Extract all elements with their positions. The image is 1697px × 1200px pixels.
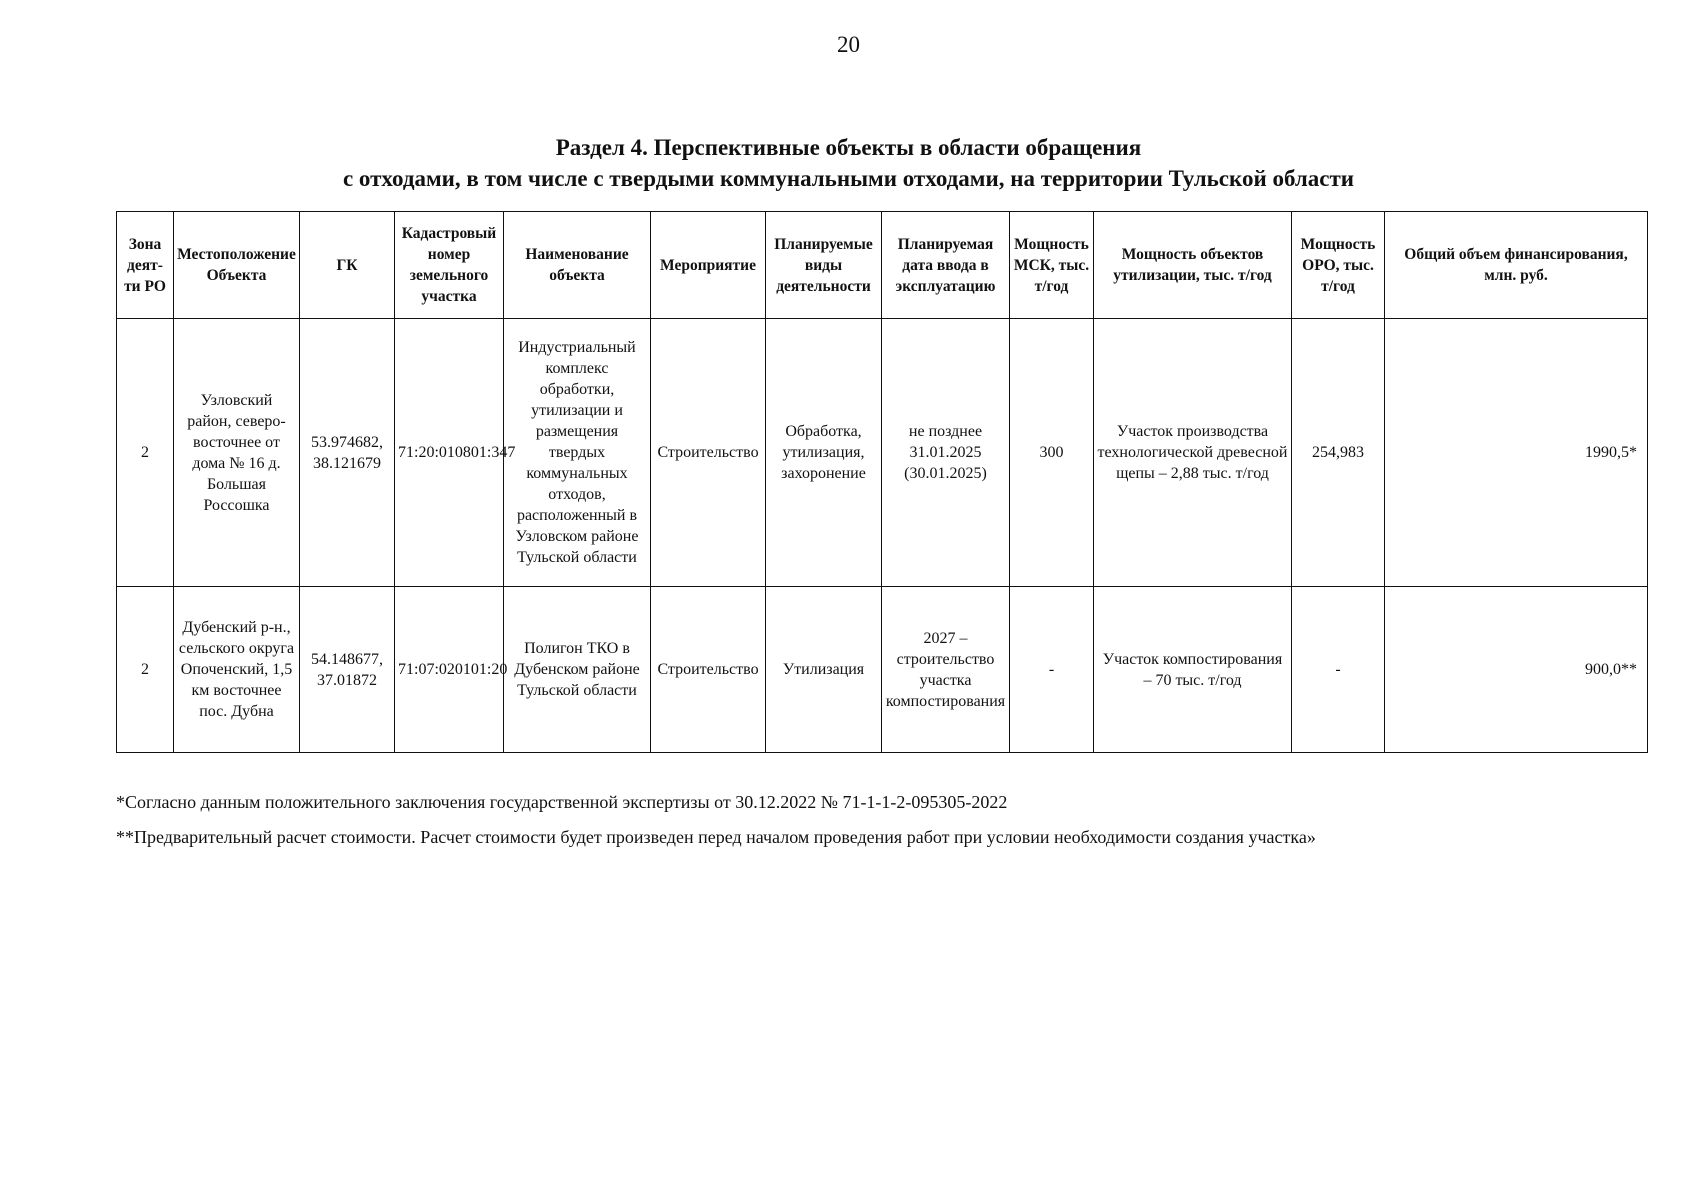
table-header-row [117,212,1648,319]
cell-zone: 2 [117,319,174,587]
header-measure: Мероприятие [651,212,766,319]
cell-name: Полигон ТКО в Дубенском районе Тульской области [504,587,651,753]
section-title-line-1: Раздел 4. Перспективные объекты в области обращения [555,135,1142,160]
section-title [0,132,1697,194]
cell-zone: 2 [117,587,174,753]
header-msk: Мощность МСК, тыс. т/год [1010,212,1094,319]
cell-name: Индустриальный комплекс обработки, утилизации и размещения твердых коммунальных отходов, расположенный в Узловском районе Тульской области [504,319,651,587]
footnote-2: **Предварительный расчет стоимости. Расчет стоимости будет произведен перед началом проведения работ при условии необходимости создания участка» [116,827,1316,847]
cell-gk: 54.148677, 37.01872 [300,587,395,753]
cell-date: 2027 – строительство участка компостирования [882,587,1010,753]
table-row [117,587,1648,753]
header-util: Мощность объектов утилизации, тыс. т/год [1094,212,1292,319]
cell-gk: 53.974682, 38.121679 [300,319,395,587]
cell-cadastral: 71:07:020101:20 [395,587,504,753]
cell-measure: Строительство [651,587,766,753]
header-oro: Мощность ОРО, тыс. т/год [1292,212,1385,319]
table-row [117,319,1648,587]
cell-location: Дубенский р-н., сельского округа Опоченский, 1,5 км восточнее пос. Дубна [174,587,300,753]
page-number: 20 [837,32,860,57]
cell-util: Участок компостирования – 70 тыс. т/год [1094,587,1292,753]
header-gk: ГК [300,212,395,319]
cell-location: Узловский район, северо-восточнее от дома № 16 д. Большая Россошка [174,319,300,587]
objects-table [116,211,1648,753]
cell-measure: Строительство [651,319,766,587]
header-finance: Общий объем финансирования, млн. руб. [1385,212,1648,319]
cell-date: не позднее 31.01.2025 (30.01.2025) [882,319,1010,587]
footnote-1: *Согласно данным положительного заключения государственной экспертизы от 30.12.2022 № 71-1-1-2-095305-2022 [116,792,1008,812]
cell-msk: 300 [1010,319,1094,587]
cell-oro: - [1292,587,1385,753]
cell-oro: 254,983 [1292,319,1385,587]
header-location: Местоположение Объекта [174,212,300,319]
header-cadastral: Кадастровый номер земельного участка [395,212,504,319]
header-name: Наименование объекта [504,212,651,319]
cell-util: Участок производства технологической древесной щепы – 2,88 тыс. т/год [1094,319,1292,587]
cell-finance: 1990,5* [1385,319,1648,587]
cell-activities: Обработка, утилизация, захоронение [766,319,882,587]
header-date: Планируемая дата ввода в эксплуатацию [882,212,1010,319]
header-zone: Зона деят-ти РО [117,212,174,319]
cell-finance: 900,0** [1385,587,1648,753]
section-title-line-2: с отходами, в том числе с твердыми коммунальными отходами, на территории Тульской области [342,166,1355,191]
cell-msk: - [1010,587,1094,753]
header-activities: Планируемые виды деятельности [766,212,882,319]
cell-activities: Утилизация [766,587,882,753]
cell-cadastral: 71:20:010801:347 [395,319,504,587]
